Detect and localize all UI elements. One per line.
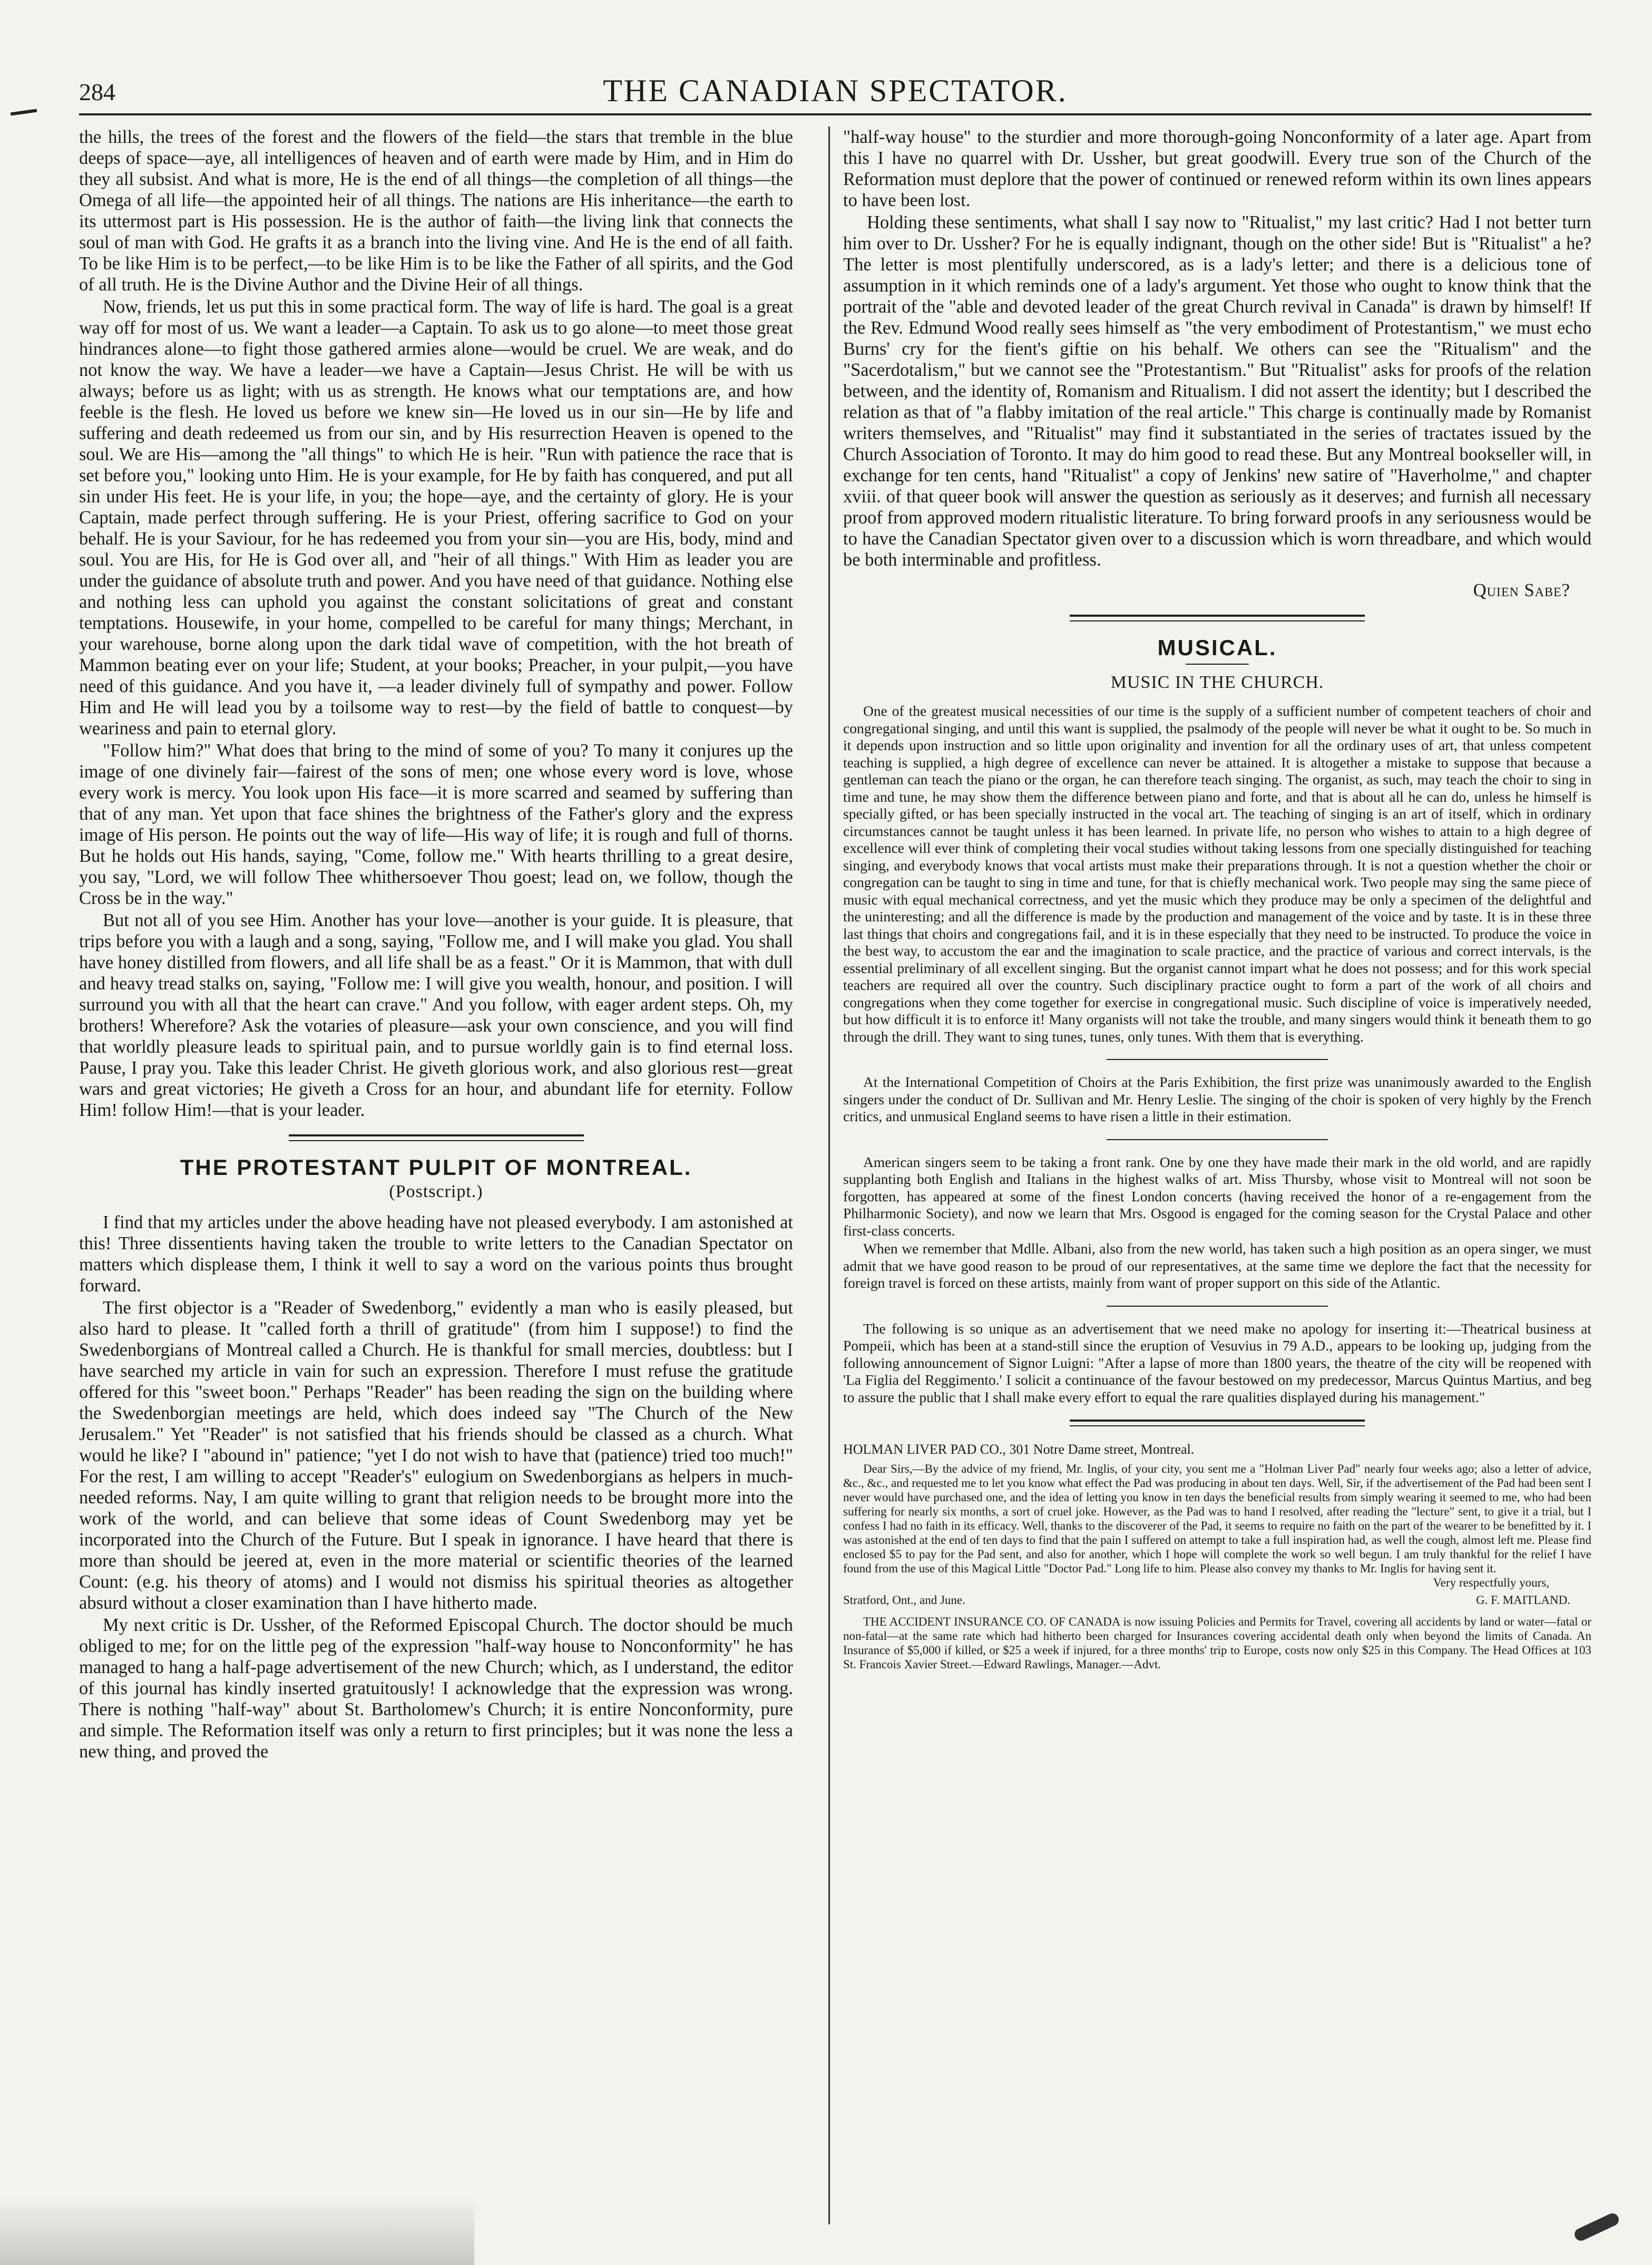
margin-mark [11,109,37,116]
paragraph: American singers seem to be taking a front rank. One by one they have made their mark in the old world, and are rapidly supplanting both English and Italians in the highest walks of art. Miss Thursby, whose visit to Montreal will not soon be forgotten, has appeared at some of the finest London concerts (having received the honor of a re-engagement from the Philharmonic Society), and now we learn that Mrs. Osgood is engaged for the coming season for the Crystal Palace and other first-class concerts. [843,1153,1591,1239]
holman-ad-signer: G. F. MAITLAND. [1476,1593,1570,1607]
article-subheading: (Postscript.) [389,1182,483,1201]
short-rule [1186,664,1249,665]
paragraph: The following is so unique as an advertisement that we need make no apology for inserting it:—Theatrical business at Pompeii, which has been at a stand-still since the eruption of Vesuvius in 79 A.D., appears to be looking up, judging from the following announcement of Signor Luigni: "After a lapse of more than 1800 years, the theatre of the city will be reopened with 'La Figlia del Reggimento.' I solicit a continuance of the favour bestowed on my predecessor, Marcus Quintus Martius, and beg to assure the public that I shall make every effort to equal the rare qualities displayed during his management." [843,1320,1591,1405]
page-stain [0,2196,474,2265]
paragraph: "half-way house" to the sturdier and more thorough-going Nonconformity of a later age. Apart from this I have no quarrel with Dr. Ussher, but great goodwill. Every true son of the Church of the Reformation must deplore that the power of continued or renewed reform within its own lines appears to have been lost. [843,127,1591,210]
musical-heading: MUSICAL. [1157,635,1277,660]
article-heading: THE PROTESTANT PULPIT OF MONTREAL. [180,1155,692,1180]
holman-ad-closing: Very respectfully yours, [1433,1576,1549,1589]
page-title: THE CANADIAN SPECTATOR. [603,73,1068,108]
section-divider [1070,1420,1365,1426]
accident-insurance-ad: THE ACCIDENT INSURANCE CO. OF CANADA is now issuing Policies and Permits for Travel, covering all accidents by land or water—fatal or non-fatal—at the same rate which had hitherto been charged for Insurances covering accidental death only when beyond the limits of Canada. An Insurance of $5,000 if killed, or $25 a week if injured, for a three months' trip to Europe, costs now only $25 in this Company. The Head Offices at 103 St. Francois Xavier Street.—Edward Rawlings, Manager.—Advt. [843,1615,1591,1671]
paragraph: One of the greatest musical necessities of our time is the supply of a sufficient number of competent teachers of choir and congregational singing, and until this want is supplied, the psalmody of the people will never be what it ought to be. So much in it depends upon instruction and so little upon originality and invention for all the ordinary uses of art, that unless competent teaching is supplied, a high degree of excellence can never be attained. It is altogether a mistake to suppose that because a gentleman can teach the piano or the organ, he can therefore teach singing. The organist, as such, may teach the choir to sing in time and tune, he may show them the difference between piano and forte, and that is about all he can do, unless he himself is specially gifted, or has been specially instructed in the vocal art. The teaching of singing is an art of itself, which in ordinary circumstances cannot be taught unless it has been learned. In private life, no person who wishes to attain to a high degree of excellence will ever think of completing their vocal studies without taking lessons from one specially distinguished for teaching singing, and everybody knows that vocal artists must make their preparations through. It is not a question whether the choir or congregation can be taught to sing in time and tune, for that is chiefly mechanical work. Two people may sing the same piece of music with equal mechanical correctness, and yet the music which they produce may be only a specimen of the delightful and the uninteresting; and all the difference is made by the production and management of the voice and by taste. It is in these three last things that choirs and congregations fail, and it is in these especially that they need to be instructed. To produce the voice in the best way, to accustom the ear and the imagination to scale practice, and the practice of various and correct intervals, is the essential preliminary of all excellent singing. But the organist cannot impart what he does not possess; and for this work special teachers are required all over the country. Such disciplinary practice ought to form a part of the work of all choirs and congregations when they come together for exercise in congregational music. Such discipline of voice is imperatively needed, but how difficult it is to enforce it! Many organists will not take the trouble, and many singers would think it beneath them to go through the drill. They want to sing tunes, tunes, only tunes. With them that is everything. [843,703,1591,1045]
music-article [843,703,1591,1406]
paragraph: I find that my articles under the above heading have not pleased everybody. I am astonished at this! Three dissentients having taken the trouble to write letters to the Canadian Spectator on matters which displease them, I think it well to say a word on the various points thus brought forward. [79,1212,793,1296]
section-divider [1070,615,1365,621]
divider [1107,1139,1328,1140]
holman-ad-place: Stratford, Ont., and June. [843,1593,965,1607]
advertisements [843,1442,1591,1671]
paragraph: Holding these sentiments, what shall I say now to "Ritualist," my last critic? Had I not better turn him over to Dr. Ussher? For he is equally indignant, though on the other side! But is "Ritualist" a he? The letter is most plentifully underscored, as is a lady's letter; and there is a delicious tone of assumption in it which reminds one of a lady's argument. Yet those who ought to know think that the portrait of the "able and devoted leader of the great Church revival in Canada" is drawn by himself! If the Rev. Edmund Wood really sees himself as "the very embodiment of Protestantism," we must echo Burns' cry for the fient's giftie on his behalf. We others can see the "Ritualism" and the "Sacerdotalism," but we cannot see the "Protestantism." But "Ritualist" asks for proofs of the relation between, and the identity of, Romanism and Ritualism. I did not assert the identity; but I described the relation as that of "a flabby imitation of the real article." This charge is continually made by Romanist writers themselves, and "Ritualist" may find it substantiated in the series of tractates issued by the Church Association of Toronto. It may do him good to read these. But any Montreal bookseller will, in exchange for ten cents, hand "Ritualist" a copy of Jenkins' new satire of "Haverholme," and chapter xviii. of that queer book will answer the question as seriously as it deserves; and furnish all necessary proof from approved modern ritualistic literature. To bring forward proofs in any seriousness would be to have the Canadian Spectator given over to a discussion which is worn threadbare, and which would be both interminable and profitless. [843,212,1591,570]
section-divider [289,1134,584,1141]
holman-ad-signature [843,1593,1591,1607]
paragraph: The first objector is a "Reader of Swedenborg," evidently a man who is easily pleased, but also hard to please. It "called forth a thrill of gratitude" (from him I suppose!) to find the Swedenborgians of Montreal called a Church. He is thankful for small mercies, doubtless: but I have searched my article in vain for such an expression. Therefore I must refuse the gratitude offered for this "sweet boon." Perhaps "Reader" has been reading the sign on the building where the Swedenborgian meetings are held, which does indeed say "The Church of the New Jerusalem." Yet "Reader" is not satisfied that his friends should be classed as a church. What would he like? I "abound in" patience; "yet I do not wish to have that (patience) tried too much!" For the rest, I am willing to accept "Reader's" eulogium on Swedenborgians as helpers in much-needed reforms. Nay, I am quite willing to grant that religion needs to be brought more into the work of the world, and can believe that some ideas of Count Swedenborg may yet be incorporated into the Church of the Future. But I speak in ignorance. I have heard that there is more than should be jeered at, even in the more material or scientific theories of the learned Count: (e.g. his theory of atoms) and I would not dismiss his spiritual theories as altogether absurd without a closer examination than I have hitherto made. [79,1298,793,1613]
paragraph: At the International Competition of Choirs at the Paris Exhibition, the first prize was unanimously awarded to the English singers under the conduct of Dr. Sullivan and Mr. Henry Leslie. The singing of the choir is spoken of very highly by the French critics, and unmusical England seems to have risen a little in their estimation. [843,1074,1591,1124]
paragraph: "Follow him?" What does that bring to the mind of some of you? To many it conjures up the image of one divinely fair—fairest of the sons of men; one whose every word is love, whose every work is mercy. You look upon His face—it is more scarred and seamed by suffering than that of any man. Yet upon that face shines the brightness of the Father's glory and the express image of His person. He points out the way of life—His way of life; it is rough and full of thorns. But he holds out His hands, saying, "Come, follow me." With hearts thrilling to a great desire, you say, "Lord, we will follow Thee whithersoever Thou goest; lead on, we follow, though the Cross be in the way." [79,741,793,908]
holman-ad-title: HOLMAN LIVER PAD CO., 301 Notre Dame street, Montreal. [843,1442,1195,1457]
paragraph: the hills, the trees of the forest and the flowers of the field—the stars that tremble in the blue deeps of space—aye, all intelligences of heaven and of earth were made by Him, and in Him do they all subsist. And what is more, He is the end of all things—the completion of all things—the Omega of all life—the appointed heir of all things. The nations are His inheritance—the earth to its uttermost part is His possession. He is the author of faith—the living link that connects the soul of man with God. He grafts it as a branch into the living vine. And He is the end of all faith. To be like Him is to be perfect,—to be like Him is to be like the Father of all spirits, and the God of all truth. He is the Divine Author and the Divine Heir of all things. [79,127,793,295]
paragraph: When we remember that Mdlle. Albani, also from the new world, has taken such a high position as an opera singer, we must admit that we have good reason to be proud of our representatives, at the same time we deplore the fact that the necessity for foreign travel is forced on these artists, mainly from want of proper support on this side of the Atlantic. [843,1240,1591,1291]
page-number: 284 [79,79,115,105]
signature: Quien Sabe? [1473,580,1570,600]
right-column [843,127,1591,1671]
holman-ad-body: Dear Sirs,—By the advice of my friend, Mr. Inglis, of your city, you sent me a "Holman Liver Pad" nearly four weeks ago; also a letter of advice, &c., &c., and requested me to let you know what effect the Pad was producing in about ten days. Well, Sir, if the advertisement of the Pad had been sent I never would have purchased one, and the idea of letting you know in ten days the beneficial results from simply wearing it seemed to me, who had been suffering for nearly six months, a sort of cruel joke. However, as the Pad was to hand I resolved, after reading the "lecture" sent, to give it a trial, but I confess I had no faith in its efficacy. Well, thanks to the discoverer of the Pad, it seems to require no faith on the part of the wearer to be benefitted by it. I was astonished at the end of ten days to find that the pain I suffered on attempt to take a full inspiration had, as well the cough, almost left me. Please find enclosed $5 to pay for the Pad sent, and also for another, which I hope will complete the work so well begun. I am truly thankful for the relief I have found from the use of this Magical Little "Doctor Pad." Long life to him. Please also convey my thanks to Mr. Inglis for having sent it. [843,1462,1591,1575]
ink-mark [1572,2211,1621,2243]
page-header [79,63,1591,115]
musical-subheading: MUSIC IN THE CHURCH. [1110,673,1324,692]
paragraph: But not all of you see Him. Another has your love—another is your guide. It is pleasure, that trips before you with a laugh and a song, saying, "Follow me, and I will make you glad. You shall have honey distilled from flowers, and all life shall be as a feast." Or it is Mammon, that with dull and heavy tread stalks on, saying, "Follow me: I will give you wealth, honour, and position. I will surround you with all that the heart can crave." And you follow, with eager ardent steps. Oh, my brothers! Wherefore? Ask the votaries of pleasure—ask your own conscience, and you will find that worldly pleasure leads to spiritual pain, and to pursue worldly gain is to find eternal loss. Pause, I pray you. Take this leader Christ. He giveth glorious work, and also glorious rest—great wars and great victories; He giveth a Cross for an hour, and abundant life for eternity. Follow Him! follow Him!—that is your leader. [79,910,793,1120]
left-column [79,127,793,1762]
column-rule [828,127,830,2224]
paragraph: My next critic is Dr. Ussher, of the Reformed Episcopal Church. The doctor should be much obliged to me; for on the little peg of the expression "half-way house to Nonconformity" he has managed to hang a half-page advertisement of the new Church; which, as I understand, the editor of this journal has kindly inserted gratuitously! I acknowledge that the expression was wrong. There is nothing "half-way" about St. Bartholomew's Church; it is entire Nonconformity, pure and simple. The Reformation itself was only a return to first principles; but it was none the less a new thing, and proved the [79,1615,793,1762]
divider [1107,1059,1328,1060]
divider [1107,1306,1328,1307]
paragraph: Now, friends, let us put this in some practical form. The way of life is hard. The goal is a great way off for most of us. We want a leader—a Captain. To ask us to go alone—to meet those great hindrances alone—to fight those gathered armies alone—would be cruel. We are weak, and do not know the way. We have a leader—we have a Captain—Jesus Christ. He will be with us always; before us as light; with us as strength. He knows what our temptations are, and how feeble is the flesh. He loved us before we knew sin—He loved us in our sin—He by life and suffering and death redeemed us from our sin, and by His resurrection Heaven is opened to the soul. We are His—among the "all things" to which He is heir. "Run with patience the race that is set before you," looking unto Him. He is your example, for He by faith has conquered, and put all sin under His feet. He is your life, in you; the hope—aye, and the certainty of glory. He is your Captain, made perfect through suffering. He is your Priest, offering sacrifice to God on your behalf. He is your Saviour, for he has redeemed you from your sin—you are His, body, mind and soul. You are His, for He is God over all, and "heir of all things." With Him as leader you are under the guidance of absolute truth and power. And you have need of that guidance. Nothing else and nothing less can uphold you against the constant solicitations of great and constant temptations. Housewife, in your home, compelled to be careful for many things; Merchant, in your warehouse, borne along upon the dark tidal wave of competition, with the hot breath of Mammon beating ever on your life; Student, at your books; Preacher, in your pulpit,—you have need of this guidance. And you have it, —a leader divinely full of sympathy and power. Follow Him and He will lead you by a toilsome way to rest—by the field of battle to conquest—by weariness and pain to eternal glory. [79,297,793,738]
